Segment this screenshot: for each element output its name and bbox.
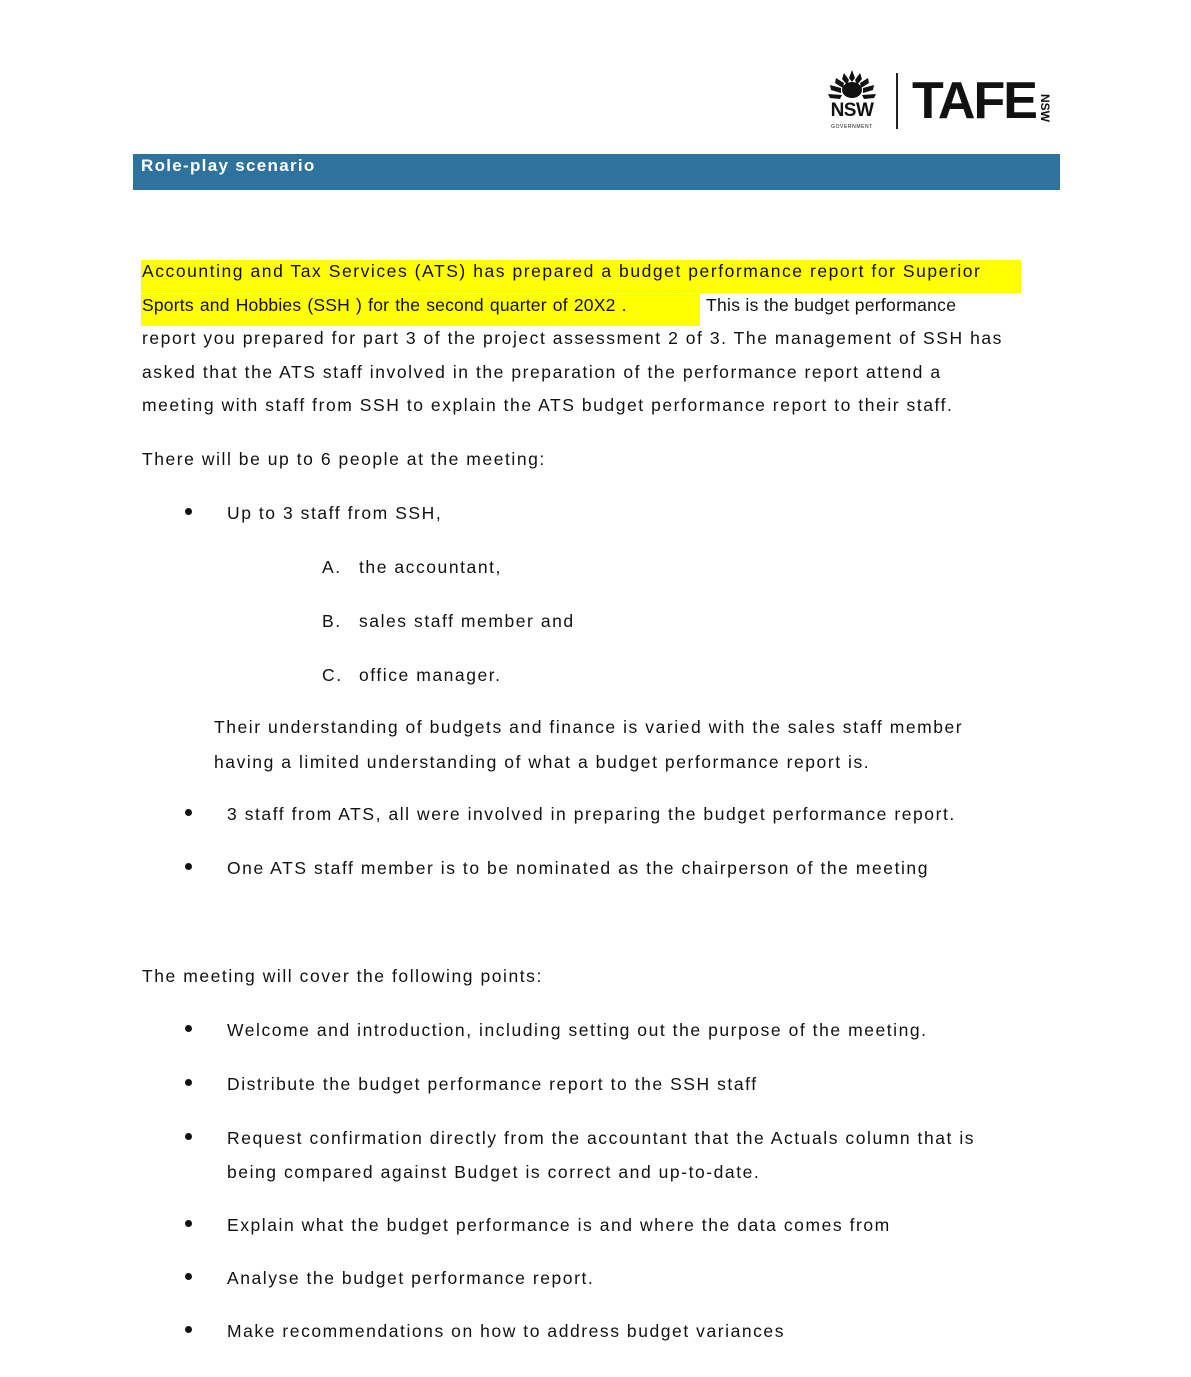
- points-intro: The meeting will cover the following points:: [142, 966, 543, 986]
- sub-item-c-text: office manager.: [359, 665, 502, 685]
- sub-item-b-letter: B.: [322, 611, 342, 631]
- point-item: Distribute the budget performance report to the SSH staff: [227, 1074, 758, 1094]
- sub-item-c-letter: C.: [322, 665, 343, 685]
- section-header-bar: [133, 154, 1060, 190]
- point-item: Request confirmation directly from the accountant that the Actuals column that is: [227, 1128, 976, 1148]
- bullet-icon: [185, 508, 192, 515]
- intro-line-4: asked that the ATS staff involved in the preparation of the performance report attend a: [142, 362, 942, 382]
- tafe-nsw-wordmark: NSW: [1037, 94, 1052, 122]
- intro-line-2-highlight: Sports and Hobbies (SSH ) for the second quarter of 20X2 .: [142, 295, 627, 315]
- sub-item-a-text: the accountant,: [359, 557, 502, 577]
- nsw-government-logo: [822, 68, 882, 134]
- bullet-icon: [185, 1326, 192, 1333]
- intro-line-2-rest: This is the budget performance: [706, 295, 957, 315]
- sub-item-b-text: sales staff member and: [359, 611, 575, 631]
- people-bullet-2: 3 staff from ATS, all were involved in preparing the budget performance report.: [227, 804, 956, 824]
- bullet-icon: [185, 1025, 192, 1032]
- logo-divider: [896, 73, 898, 129]
- bullet-icon: [185, 809, 192, 816]
- point-item: Analyse the budget performance report.: [227, 1268, 595, 1288]
- people-bullet-3: One ATS staff member is to be nominated as the chairperson of the meeting: [227, 858, 929, 878]
- people-intro: There will be up to 6 people at the meeting:: [142, 449, 546, 469]
- section-title: Role-play scenario: [141, 156, 316, 175]
- waratah-icon: [824, 68, 880, 102]
- point-item: Explain what the budget performance is and where the data comes from: [227, 1215, 891, 1235]
- tafe-wordmark: TAFE: [912, 72, 1036, 130]
- point-item-continued: being compared against Budget is correct and up-to-date.: [227, 1162, 761, 1182]
- understanding-note-line-1: Their understanding of budgets and finance is varied with the sales staff member: [214, 717, 964, 737]
- understanding-note-line-2: having a limited understanding of what a budget performance report is.: [214, 752, 871, 772]
- bullet-icon: [185, 1133, 192, 1140]
- point-item: Make recommendations on how to address budget variances: [227, 1321, 786, 1341]
- intro-line-3: report you prepared for part 3 of the project assessment 2 of 3. The management of SSH has: [142, 328, 1003, 348]
- intro-line-5: meeting with staff from SSH to explain the ATS budget performance report to their staff.: [142, 395, 954, 415]
- sub-item-a-letter: A.: [322, 557, 342, 577]
- bullet-icon: [185, 863, 192, 870]
- bullet-icon: [185, 1220, 192, 1227]
- people-bullet-1: Up to 3 staff from SSH,: [227, 503, 443, 523]
- intro-line-1: Accounting and Tax Services (ATS) has prepared a budget performance report for Superior: [142, 261, 982, 281]
- government-wordmark: GOVERNMENT: [831, 124, 873, 130]
- nsw-tafe-logo: [822, 68, 1052, 134]
- bullet-icon: [185, 1273, 192, 1280]
- bullet-icon: [185, 1079, 192, 1086]
- nsw-wordmark: NSW: [830, 100, 874, 121]
- point-item: Welcome and introduction, including setting out the purpose of the meeting.: [227, 1020, 928, 1040]
